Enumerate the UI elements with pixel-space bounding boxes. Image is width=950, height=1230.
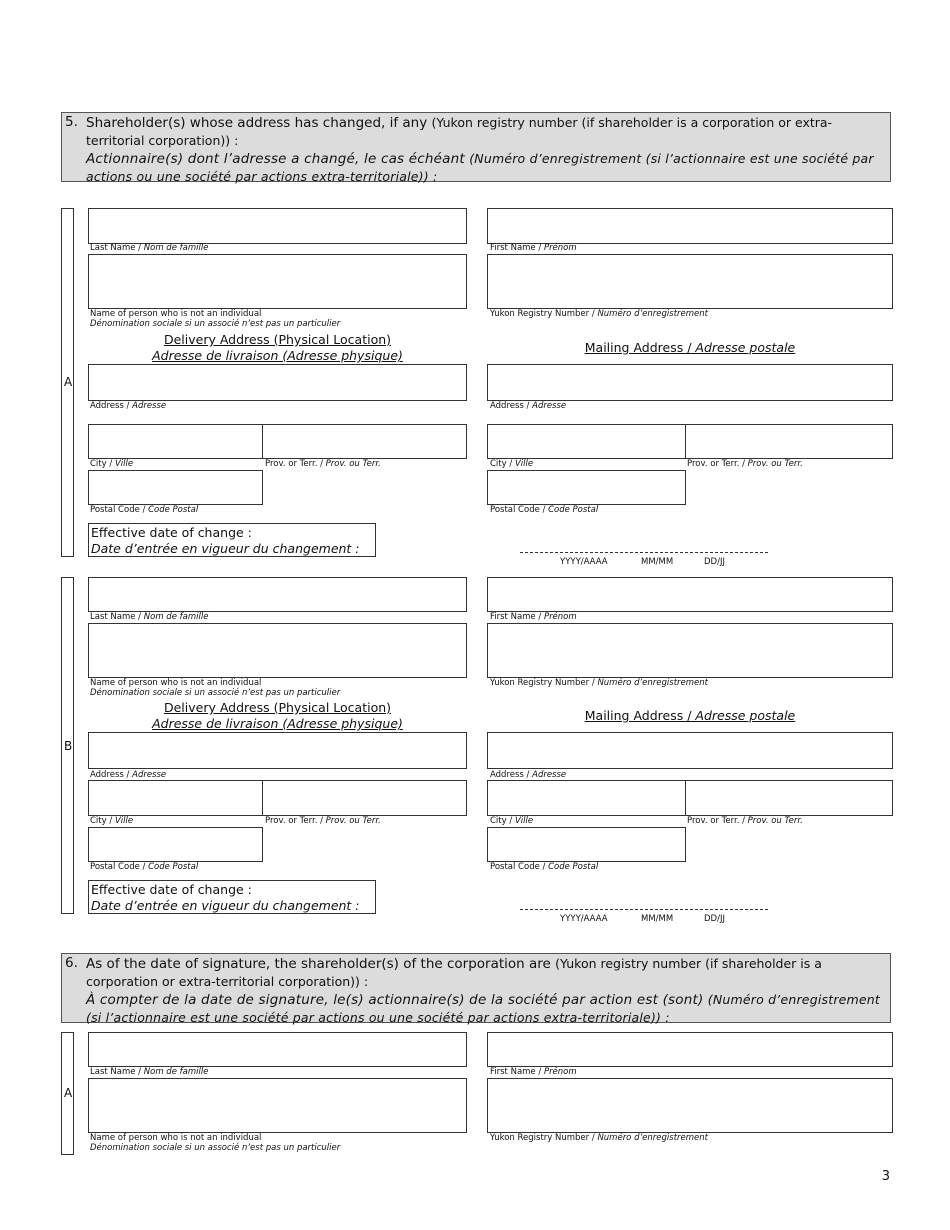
6a-first-name-label: First Name / Prénom (490, 1067, 577, 1077)
5a-delivery-city-label: City / Ville (90, 459, 134, 469)
5b-last-name-field[interactable] (88, 577, 467, 612)
5a-delivery-postal-field[interactable] (88, 470, 263, 505)
5b-mailing-address-label: Address / Adresse (490, 770, 567, 780)
5b-first-name-label: First Name / Prénom (490, 612, 577, 622)
6a-first-name-field[interactable] (487, 1032, 893, 1067)
5a-mailing-prov-field[interactable] (685, 424, 893, 459)
5a-non-individual-field[interactable] (88, 254, 467, 309)
section-6-title-fr-note: (Numéro d’enregistrement (si l’actionnaire est une société par actions ou une société par actions extra-territoriale)) : (86, 992, 881, 1025)
5b-delivery-address-title: Delivery Address (Physical Location) Adresse de livraison (Adresse physique) (152, 700, 403, 731)
block-6a-letter: A (64, 1086, 73, 1100)
5a-effective-date-label: Effective date of change : Date d’entrée en vigueur du changement : (88, 523, 376, 557)
5a-first-name-label: First Name / Prénom (490, 243, 577, 253)
6a-non-individual-field[interactable] (88, 1078, 467, 1133)
5b-mailing-postal-field[interactable] (487, 827, 686, 862)
5b-delivery-postal-label: Postal Code / Code Postal (90, 862, 199, 872)
block-5a-letter: A (64, 375, 73, 389)
5a-delivery-prov-label: Prov. or Terr. / Prov. ou Terr. (265, 459, 381, 469)
5a-mailing-address-label: Address / Adresse (490, 401, 567, 411)
5b-effective-date-label: Effective date of change : Date d’entrée en vigueur du changement : (88, 880, 376, 914)
section-5-title-en-note: (Yukon registry number (if shareholder is a corporation or extra-territorial corporation)) : (86, 115, 833, 148)
5b-non-individual-label: Name of person who is not an individual Dénomination sociale si un associé n’est pas un particulier (90, 678, 341, 698)
5b-delivery-address-field[interactable] (88, 732, 467, 769)
5a-delivery-address-field[interactable] (88, 364, 467, 401)
5b-mailing-city-label: City / Ville (490, 816, 534, 826)
6a-last-name-label: Last Name / Nom de famille (90, 1067, 209, 1077)
6a-registry-number-field[interactable] (487, 1078, 893, 1133)
5a-delivery-postal-label: Postal Code / Code Postal (90, 505, 199, 515)
5a-mailing-prov-label: Prov. or Terr. / Prov. ou Terr. (687, 459, 803, 469)
5a-delivery-address-title: Delivery Address (Physical Location) Adresse de livraison (Adresse physique) (152, 332, 403, 363)
5b-delivery-postal-field[interactable] (88, 827, 263, 862)
5b-registry-number-field[interactable] (487, 623, 893, 678)
5b-non-individual-field[interactable] (88, 623, 467, 678)
5b-delivery-prov-label: Prov. or Terr. / Prov. ou Terr. (265, 816, 381, 826)
5a-delivery-address-label: Address / Adresse (90, 401, 167, 411)
5a-mailing-postal-field[interactable] (487, 470, 686, 505)
section-6-header (61, 953, 891, 1023)
5b-mailing-prov-field[interactable] (685, 780, 893, 816)
section-6-title-fr: À compter de la date de signature, le(s) actionnaire(s) de la société par action est (sont) (86, 992, 704, 1008)
block-5b-letter: B (64, 739, 73, 753)
section-5-title-fr-note: (Numéro d’enregistrement (si l’actionnaire est une société par actions ou une société par actions extra-territoriale)) : (86, 151, 874, 184)
5a-delivery-city-field[interactable] (88, 424, 263, 459)
5b-last-name-label: Last Name / Nom de famille (90, 612, 209, 622)
6a-registry-number-label: Yukon Registry Number / Numéro d’enregistrement (490, 1133, 708, 1143)
5b-effective-date-input[interactable] (520, 909, 768, 910)
5b-delivery-address-label: Address / Adresse (90, 770, 167, 780)
5a-last-name-label: Last Name / Nom de famille (90, 243, 209, 253)
5b-delivery-prov-field[interactable] (262, 780, 467, 816)
5b-mailing-city-field[interactable] (487, 780, 686, 816)
5a-delivery-prov-field[interactable] (262, 424, 467, 459)
5a-first-name-field[interactable] (487, 208, 893, 244)
5b-first-name-field[interactable] (487, 577, 893, 612)
5b-mailing-postal-label: Postal Code / Code Postal (490, 862, 599, 872)
section-6-title-en-note: (Yukon registry number (if shareholder is a corporation or extra-territorial corporation)) : (86, 956, 822, 989)
section-5-number: 5. (65, 114, 78, 130)
5b-mailing-prov-label: Prov. or Terr. / Prov. ou Terr. (687, 816, 803, 826)
5a-mailing-city-label: City / Ville (490, 459, 534, 469)
5a-mailing-city-field[interactable] (487, 424, 686, 459)
5a-last-name-field[interactable] (88, 208, 467, 244)
5b-registry-number-label: Yukon Registry Number / Numéro d’enregistrement (490, 678, 708, 688)
6a-non-individual-label: Name of person who is not an individual Dénomination sociale si un associé n’est pas un particulier (90, 1133, 341, 1153)
section-5-header (61, 112, 891, 182)
5a-registry-number-field[interactable] (487, 254, 893, 309)
5a-mailing-postal-label: Postal Code / Code Postal (490, 505, 599, 515)
section-5-title-fr: Actionnaire(s) dont l’adresse a changé, le cas échéant (86, 151, 465, 167)
5a-mailing-address-field[interactable] (487, 364, 893, 401)
5b-delivery-city-field[interactable] (88, 780, 263, 816)
5a-registry-number-label: Yukon Registry Number / Numéro d’enregistrement (490, 309, 708, 319)
section-6-title-en: As of the date of signature, the shareholder(s) of the corporation are (86, 956, 551, 972)
page-number: 3 (881, 1169, 890, 1184)
5b-delivery-city-label: City / Ville (90, 816, 134, 826)
section-5-title-en: Shareholder(s) whose address has changed, if any (86, 115, 428, 131)
5b-mailing-address-field[interactable] (487, 732, 893, 769)
6a-last-name-field[interactable] (88, 1032, 467, 1067)
section-6-number: 6. (65, 955, 78, 971)
5a-mailing-address-title: Mailing Address / Adresse postale (584, 340, 796, 355)
5b-mailing-address-title: Mailing Address / Adresse postale (584, 708, 796, 723)
5a-effective-date-input[interactable] (520, 552, 768, 553)
5a-non-individual-label: Name of person who is not an individual Dénomination sociale si un associé n’est pas un particulier (90, 309, 341, 329)
